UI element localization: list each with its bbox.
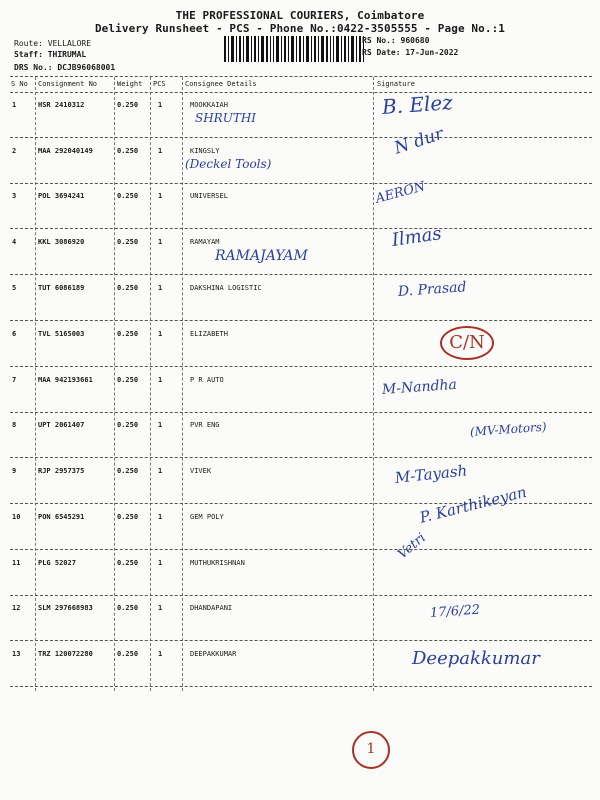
handwritten-signature: Ilmas [390, 223, 443, 251]
row-pcs: 1 [158, 192, 163, 200]
header-rule-bottom [10, 92, 592, 93]
row-sno: 12 [12, 604, 21, 612]
row-consignee: DHANDAPANI [190, 604, 233, 612]
row-pcs: 1 [158, 101, 163, 109]
row-pcs: 1 [158, 559, 163, 567]
row-divider [10, 686, 592, 687]
row-pcs: 1 [158, 513, 163, 521]
barcode [224, 36, 364, 62]
row-weight: 0.250 [117, 238, 139, 246]
row-consignment-no: PLG 52027 [38, 559, 76, 567]
col-consignee: Consignee Details [185, 80, 257, 88]
handwritten-signature: M-Nandha [381, 376, 458, 398]
handwritten-signature: C/N [440, 326, 494, 360]
row-divider [10, 274, 592, 275]
row-pcs: 1 [158, 604, 163, 612]
row-weight: 0.250 [117, 147, 139, 155]
row-weight: 0.250 [117, 192, 139, 200]
document-subtitle: Delivery Runsheet - PCS - Phone No.:0422-3505555 - Page No.:1 [94, 22, 506, 35]
row-pcs: 1 [158, 650, 163, 658]
row-pcs: 1 [158, 376, 163, 384]
row-consignment-no: HSR 2410312 [38, 101, 85, 109]
row-consignment-no: SLM 297668983 [38, 604, 93, 612]
row-sno: 4 [12, 238, 17, 246]
col-weight: Weight [117, 80, 143, 88]
row-sno: 6 [12, 330, 17, 338]
row-weight: 0.250 [117, 650, 139, 658]
row-pcs: 1 [158, 467, 163, 475]
handwritten-signature: Deepakkumar [412, 648, 540, 669]
row-sno: 10 [12, 513, 21, 521]
handwritten-signature: AERON [374, 179, 427, 207]
handwritten-signature: (MV-Motors) [469, 419, 548, 439]
row-sno: 7 [12, 376, 17, 384]
row-consignee: RAMAYAM [190, 238, 220, 246]
row-consignment-no: TRZ 120072280 [38, 650, 93, 658]
row-consignment-no: PON 6545291 [38, 513, 85, 521]
row-divider [10, 457, 592, 458]
col-signature: Signature [377, 80, 415, 88]
page-number-circle [352, 731, 390, 769]
row-divider [10, 595, 592, 596]
handwritten-note: (Deckel Tools) [185, 157, 272, 171]
row-sno: 13 [12, 650, 21, 658]
rs-number: RS No.: 960680 [362, 36, 430, 45]
row-consignee: PVR ENG [190, 421, 220, 429]
row-weight: 0.250 [117, 559, 139, 567]
row-pcs: 1 [158, 330, 163, 338]
col-sno: S No [11, 80, 28, 88]
row-consignee: VIVEK [190, 467, 212, 475]
col-divider [373, 77, 374, 691]
row-consignee: MOOKKAIAH [190, 101, 228, 109]
row-divider [10, 640, 592, 641]
row-consignment-no: TUT 6086189 [38, 284, 85, 292]
row-weight: 0.250 [117, 467, 139, 475]
row-divider [10, 412, 592, 413]
handwritten-signature: Vetri [395, 530, 429, 563]
row-consignee: DAKSHINA LOGISTIC [190, 284, 262, 292]
row-divider [10, 183, 592, 184]
row-sno: 1 [12, 101, 17, 109]
row-consignment-no: RJP 2957375 [38, 467, 85, 475]
row-divider [10, 228, 592, 229]
row-pcs: 1 [158, 238, 163, 246]
row-sno: 5 [12, 284, 17, 292]
page-number: 1 [366, 741, 376, 757]
row-pcs: 1 [158, 284, 163, 292]
header-rule-top [10, 76, 592, 77]
handwritten-note: SHRUTHI [195, 111, 257, 125]
row-consignee: UNIVERSEL [190, 192, 228, 200]
row-divider [10, 549, 592, 550]
handwritten-signature: N dur [391, 123, 446, 159]
document-title: THE PROFESSIONAL COURIERS, Coimbatore [175, 9, 425, 22]
handwritten-signature: M-Tayash [394, 461, 468, 487]
row-sno: 9 [12, 467, 17, 475]
col-pcs: PCS [153, 80, 166, 88]
row-divider [10, 320, 592, 321]
row-consignee: P R AUTO [190, 376, 224, 384]
row-consignee: MUTHUKRISHNAN [190, 559, 245, 567]
col-consignment: Consignment No [38, 80, 98, 88]
row-consignment-no: MAA 942193661 [38, 376, 93, 384]
row-consignee: GEM POLY [190, 513, 224, 521]
row-consignment-no: MAA 292040149 [38, 147, 93, 155]
row-consignment-no: POL 3694241 [38, 192, 85, 200]
row-sno: 2 [12, 147, 17, 155]
row-pcs: 1 [158, 421, 163, 429]
route-label: Route: VELLALORE [14, 39, 92, 48]
row-weight: 0.250 [117, 330, 139, 338]
handwritten-signature: P. Karthikeyan [417, 482, 529, 527]
col-divider [150, 77, 151, 691]
rs-date: RS Date: 17-Jun-2022 [362, 48, 459, 57]
row-sno: 3 [12, 192, 17, 200]
handwritten-signature: D. Prasad [397, 279, 467, 300]
row-sno: 8 [12, 421, 17, 429]
handwritten-note: RAMAJAYAM [215, 248, 308, 264]
col-divider [35, 77, 36, 691]
handwritten-signature: B. Elez [381, 90, 454, 119]
row-consignee: DEEPAKKUMAR [190, 650, 237, 658]
row-weight: 0.250 [117, 101, 139, 109]
row-sno: 11 [12, 559, 21, 567]
row-weight: 0.250 [117, 604, 139, 612]
row-consignee: ELIZABETH [190, 330, 228, 338]
row-consignment-no: TVL 5165003 [38, 330, 85, 338]
col-divider [182, 77, 183, 691]
row-weight: 0.250 [117, 284, 139, 292]
row-divider [10, 366, 592, 367]
row-pcs: 1 [158, 147, 163, 155]
drs-number: DRS No.: DCJB96068001 [14, 63, 116, 72]
row-divider [10, 137, 592, 138]
row-consignment-no: UPT 2061407 [38, 421, 85, 429]
row-weight: 0.250 [117, 513, 139, 521]
row-weight: 0.250 [117, 421, 139, 429]
row-consignment-no: KKL 3086920 [38, 238, 85, 246]
row-consignee: KINGSLY [190, 147, 220, 155]
col-divider [114, 77, 115, 691]
row-weight: 0.250 [117, 376, 139, 384]
staff-label: Staff: THIRUMAL [14, 50, 87, 59]
handwritten-signature: 17/6/22 [429, 602, 481, 621]
